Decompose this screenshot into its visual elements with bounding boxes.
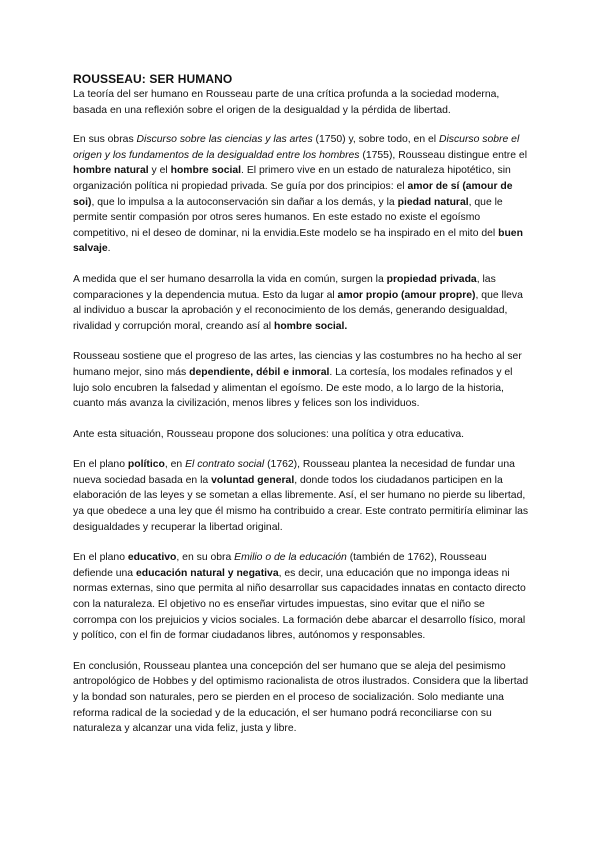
key-term: piedad natural xyxy=(397,196,469,208)
paragraph-intro: La teoría del ser humano en Rousseau parte de una crítica profunda a la sociedad moderna, basada en una reflexión sobre el origen de la desigualdad y la pérdida de libertad. xyxy=(73,89,500,116)
document-body xyxy=(73,72,529,752)
text: A medida que el ser humano desarrolla la vida en común, surgen la xyxy=(73,273,387,285)
key-term: educativo xyxy=(127,552,177,564)
text: , que le permite sentir compasión por otros seres humanos. En este estado no existe el egoísmo competitivo, ni el deseo de dominar, ni la envidia.Este modelo se ha inspirado en el mito del xyxy=(73,196,503,239)
key-term: hombre social. xyxy=(273,320,348,332)
key-term: hombre natural xyxy=(73,165,149,177)
text: . xyxy=(107,243,111,255)
paragraph-solutions: Ante esta situación, Rousseau propone dos soluciones: una política y otra educativa. xyxy=(73,428,465,440)
paragraph-educational xyxy=(73,550,529,644)
text: Rousseau sostiene que el progreso de las artes, las ciencias y las costumbres no ha hecho al ser humano mejor, sino más xyxy=(73,351,522,378)
key-term: dependiente, débil e inmoral xyxy=(189,366,330,378)
text: (1755), Rousseau distingue entre el xyxy=(359,149,528,161)
work-title: Discurso sobre las ciencias y las artes xyxy=(136,134,313,146)
work-title: El contrato social xyxy=(185,459,265,471)
key-term: voluntad general xyxy=(211,474,295,486)
text: (también de 1762), Rousseau defiende una xyxy=(73,552,487,579)
text: , las comparaciones y la dependencia mutua. Esto da lugar al xyxy=(73,273,496,301)
text: En el plano xyxy=(73,459,128,471)
key-term: educación natural y negativa xyxy=(135,567,279,579)
paragraph-natural-man xyxy=(73,132,529,257)
key-term: hombre social xyxy=(170,165,242,177)
work-title: Discurso sobre el origen y los fundamentos de la desigualdad entre los hombres xyxy=(73,134,520,161)
text: , es decir, una educación que no imponga ideas ni normas externas, sino que permita al niño desarrollar sus capacidades innatas en contacto directo con la naturaleza. El objetivo no es enseñar virtudes impuestas, sino evitar que el niño se corrompa con los prejuicios y vicios sociales. La formación debe abarcar el desarrollo físico, moral y político, con el fin de formar ciudadanos libres, autónomos y responsables. xyxy=(73,567,526,642)
text: En el plano xyxy=(73,552,128,564)
text: , en su obra xyxy=(176,552,235,564)
text: , en xyxy=(164,459,186,471)
text: (1750) y, sobre todo, en el xyxy=(312,134,439,146)
document-title: ROUSSEAU: SER HUMANO xyxy=(73,72,233,86)
text: (1762), Rousseau plantea la necesidad de fundar una nueva sociedad basada en la xyxy=(73,459,515,486)
work-title: Emilio o de la educación xyxy=(234,552,347,564)
text: En sus obras xyxy=(73,134,137,146)
text: y el xyxy=(148,165,171,177)
key-term: amor de sí (amour de soi) xyxy=(73,180,513,208)
text: . El primero vive en un estado de naturaleza hipotético, sin organización política ni propiedad privada. Se guía por dos principios: el xyxy=(73,165,511,192)
key-term: propiedad privada xyxy=(386,273,477,285)
text: , que lleva al individuo a buscar la aprobación y el reconocimiento de los demás, generando desigualdad, rivalidad y corrupción moral, creando así al xyxy=(73,289,523,332)
paragraph-social-life xyxy=(73,272,529,334)
text: , que lo impulsa a la autoconservación sin dañar a los demás, y la xyxy=(91,196,398,208)
key-term: amor propio (amour propre) xyxy=(337,289,476,301)
key-term: buen salvaje xyxy=(73,227,523,255)
paragraph-political xyxy=(73,457,529,535)
text: . La cortesía, los modales refinados y el lujo solo encubren la falsedad y alimentan el egoísmo. De este modo, a lo largo de la historia, cuanto más avanza la civilización, menos libres y felices son los individuos. xyxy=(73,366,513,410)
paragraph-progress xyxy=(73,349,529,411)
paragraph-conclusion: En conclusión, Rousseau plantea una concepción del ser humano que se aleja del pesimismo antropológico de Hobbes y del optimismo racionalista de otros ilustrados. Considera que la libertad y la bondad son naturales, pero se pierden en el proceso de socialización. Solo mediante una reforma radical de la sociedad y de la educación, el ser humano podrá reconciliarse con su naturaleza y alcanzar una vida feliz, justa y libre. xyxy=(73,660,529,735)
key-term: político xyxy=(127,459,165,471)
text: , donde todos los ciudadanos participen en la elaboración de las leyes y se sometan a ellas libremente. Así, el ser humano no pierde su libertad, ya que obedece a una ley que él mismo ha contribuido a crear. Este contrato permitiría eliminar las desigualdades y recuperar la libertad original. xyxy=(73,474,529,533)
